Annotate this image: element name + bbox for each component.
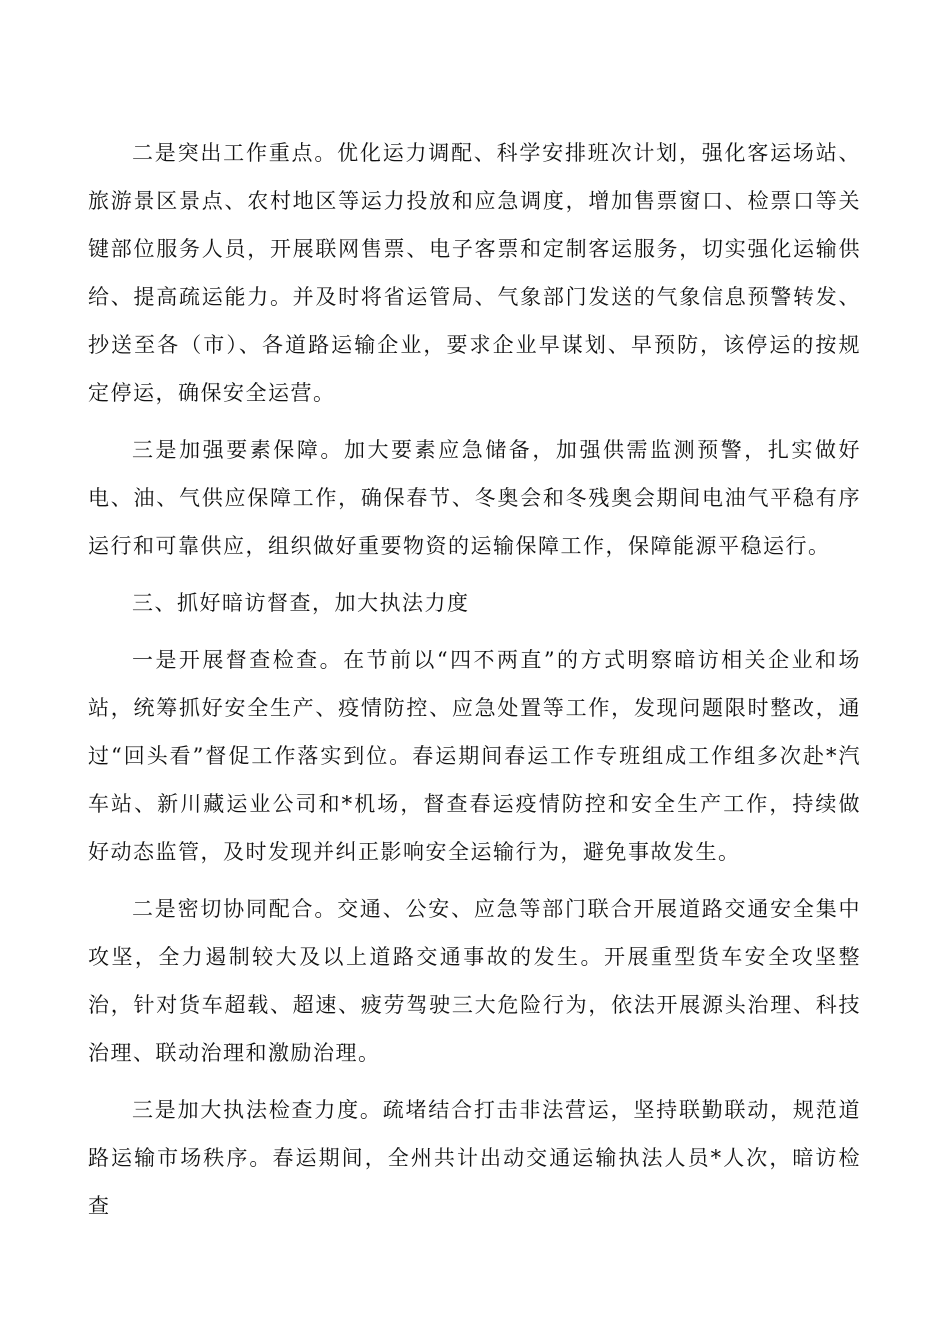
section-heading-inspection: 三、抓好暗访督查，加大执法力度 [132, 591, 470, 615]
paragraph-resource-guarantee: 三是加强要素保障。加大要素应急储备，加强供需监测预警，扎实做好电、油、气供应保障工作，确保春节、冬奥会和冬残奥会期间电油气平稳有序运行和可靠供应，组织做好重要物资的运输保障工作，保障能源平稳运行。 [88, 438, 861, 558]
paragraph-coordination: 二是密切协同配合。交通、公安、应急等部门联合开展道路交通安全集中攻坚，全力遏制较大及以上道路交通事故的发生。开展重型货车安全攻坚整治，针对货车超载、超速、疲劳驾驶三大危险行为，依法开展源头治理、科技治理、联动治理和激励治理。 [88, 897, 861, 1065]
paragraph-law-enforcement: 三是加大执法检查力度。疏堵结合打击非法营运，坚持联勤联动，规范道路运输市场秩序。春运期间，全州共计出动交通运输执法人员*人次，暗访检查 [88, 1098, 861, 1218]
paragraph-highlight-priorities: 二是突出工作重点。优化运力调配、科学安排班次计划，强化客运场站、旅游景区景点、农村地区等运力投放和应急调度，增加售票窗口、检票口等关键部位服务人员，开展联网售票、电子客票和定制客运服务，切实强化运输供给、提高疏运能力。并及时将省运管局、气象部门发送的气象信息预警转发、抄送至各（市）、各道路运输企业，要求企业早谋划、早预防，该停运的按规定停运，确保安全运营。 [88, 141, 861, 405]
paragraph-supervision-inspection: 一是开展督查检查。在节前以“四不两直”的方式明察暗访相关企业和场站，统筹抓好安全生产、疫情防控、应急处置等工作，发现问题限时整改，通过“回头看”督促工作落实到位。春运期间春运工作专班组成工作组多次赴*汽车站、新川藏运业公司和*机场，督查春运疫情防控和安全生产工作，持续做好动态监管，及时发现并纠正影响安全运输行为，避免事故发生。 [88, 648, 861, 864]
document-body [88, 129, 861, 1239]
